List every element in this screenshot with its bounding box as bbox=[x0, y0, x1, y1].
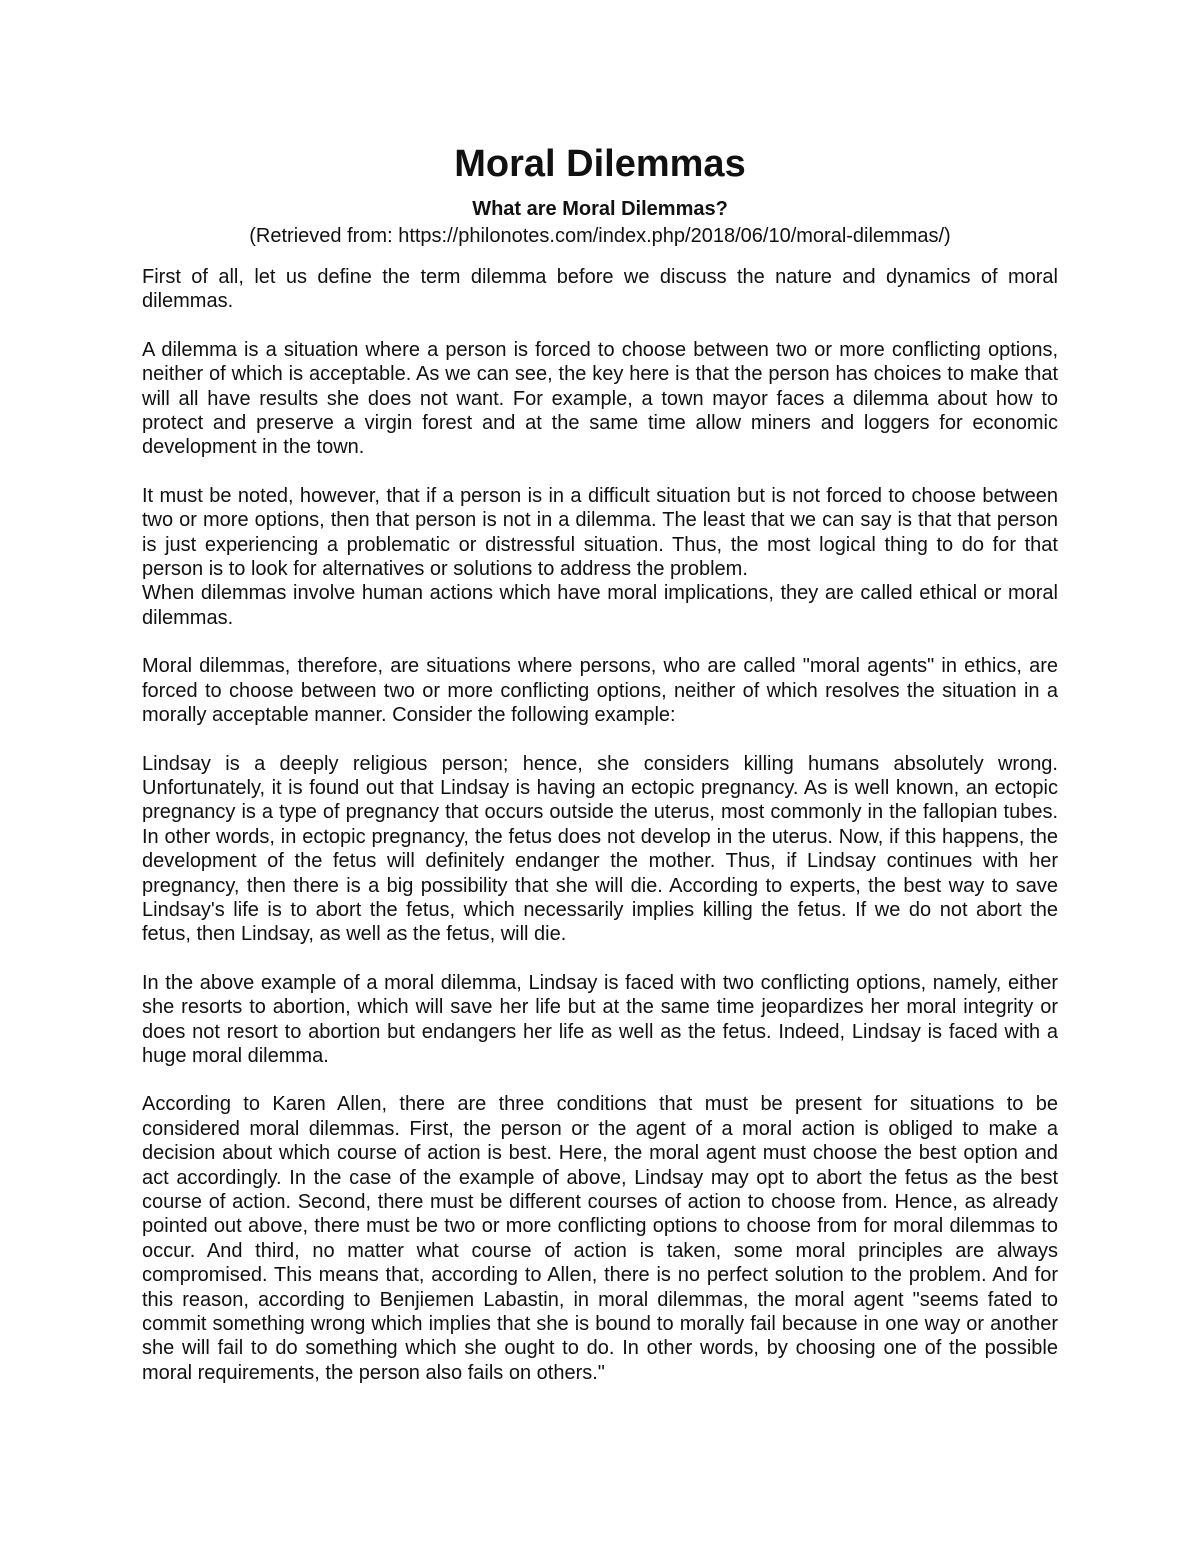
paragraph-ethical-dilemmas: When dilemmas involve human actions which have moral implications, they are called ethical or moral dilemmas. bbox=[142, 582, 1058, 629]
document-body bbox=[142, 265, 1058, 1409]
paragraph-three-conditions: According to Karen Allen, there are three conditions that must be present for situations to be considered moral dilemmas. First, the person or the agent of a moral action is obliged to make a decision about which course of action is best. Here, the moral agent must choose the best option and act accordingly. In the case of the example of above, Lindsay may opt to abort the fetus as the best course of action. Second, there must be different courses of action to choose from. Hence, as already pointed out above, there must be two or more conflicting options to choose from for moral dilemmas to occur. And third, no matter what course of action is taken, some moral principles are always compromised. This means that, according to Allen, there is no perfect solution to the problem. And for this reason, according to Benjiemen Labastin, in moral dilemmas, the moral agent "seems fated to commit something wrong which implies that she is bound to morally fail because in one way or another she will fail to do something which she ought to do. In other words, by choosing one of the possible moral requirements, the person also fails on others." bbox=[142, 1093, 1058, 1384]
paragraph-intro: First of all, let us define the term dilemma before we discuss the nature and dynamics of moral dilemmas. bbox=[142, 266, 1058, 313]
paragraph-dilemma-definition: A dilemma is a situation where a person is forced to choose between two or more conflicting options, neither of which is acceptable. As we can see, the key here is that the person has choices to make that will all have results she does not want. For example, a town mayor faces a dilemma about how to protect and preserve a virgin forest and at the same time allow miners and loggers for economic development in the town. bbox=[142, 338, 1058, 459]
paragraph-lindsay-example: Lindsay is a deeply religious person; hence, she considers killing humans absolutely wrong. Unfortunately, it is found out that Lindsay is having an ectopic pregnancy. As is well known, an ectopic pregnancy is a type of pregnancy that occurs outside the uterus, most commonly in the fallopian tubes. In other words, in ectopic pregnancy, the fetus does not develop in the uterus. Now, if this happens, the development of the fetus will definitely endanger the mother. Thus, if Lindsay continues with her pregnancy, then there is a big possibility that she will die. According to experts, the best way to save Lindsay's life is to abort the fetus, which necessarily implies killing the fetus. If we do not abort the fetus, then Lindsay, as well as the fetus, will die. bbox=[142, 752, 1058, 946]
paragraph-example-analysis: In the above example of a moral dilemma, Lindsay is faced with two conflicting options, namely, either she resorts to abortion, which will save her life but at the same time jeopardizes her moral integrity or does not resort to abortion but endangers her life as well as the fetus. Indeed, Lindsay is faced with a huge moral dilemma. bbox=[142, 971, 1058, 1067]
paragraph-not-a-dilemma: It must be noted, however, that if a person is in a difficult situation but is not forced to choose between two or more options, then that person is not in a dilemma. The least that we can say is that that person is just experiencing a problematic or distressful situation. Thus, the most logical thing to do for that person is to look for alternatives or solutions to address the problem. bbox=[142, 484, 1058, 581]
page-subtitle: What are Moral Dilemmas? bbox=[472, 198, 728, 220]
source-citation: (Retrieved from: https://philonotes.com/index.php/2018/06/10/moral-dilemmas/) bbox=[249, 225, 951, 247]
paragraph-moral-dilemmas-definition: Moral dilemmas, therefore, are situations where persons, who are called "moral agents" in ethics, are forced to choose between two or more conflicting options, neither of which resolves the situation in a morally acceptable manner. Consider the following example: bbox=[142, 655, 1058, 727]
page-title: Moral Dilemmas bbox=[454, 143, 746, 185]
